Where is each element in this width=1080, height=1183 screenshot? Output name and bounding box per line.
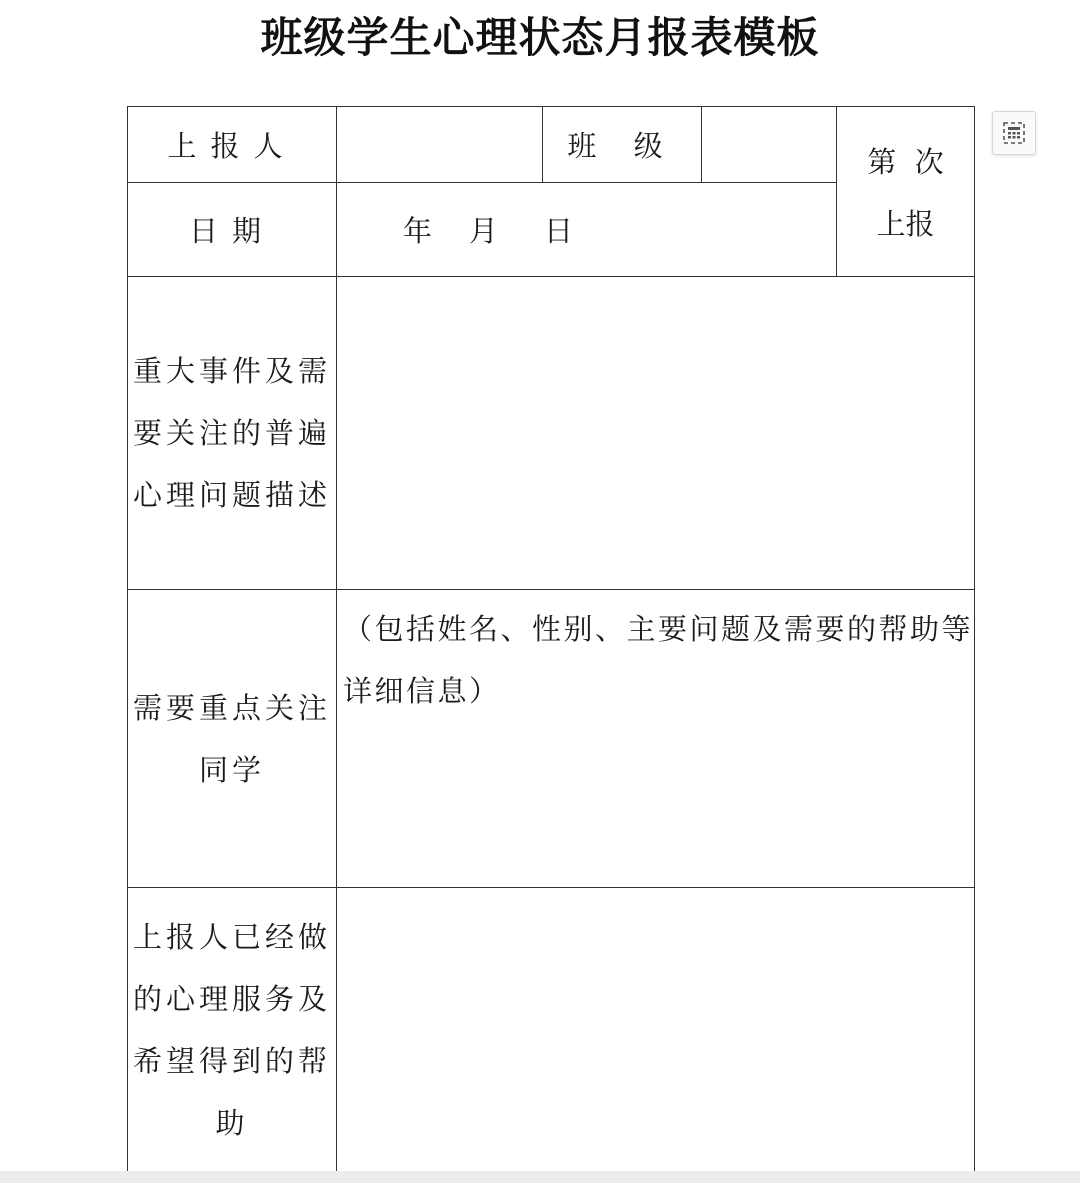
document-title: 班级学生心理状态月报表模板 [260, 13, 820, 62]
form-row-major-events [128, 277, 975, 590]
calculator-icon[interactable] [992, 111, 1036, 155]
report-count-line1: 第 次 [867, 145, 944, 179]
report-count-cell[interactable] [837, 107, 975, 277]
class-field[interactable] [702, 107, 837, 183]
reporter-label: 上报人 [128, 107, 337, 183]
bottom-scroll-strip [0, 1171, 1080, 1183]
date-label: 日期 [128, 183, 337, 277]
form-row-reporter [128, 107, 975, 183]
focus-students-label: 需要重点关注同学 [128, 590, 337, 888]
form-row-services [128, 888, 975, 1172]
calculator-icon-graphic [1001, 120, 1027, 146]
services-field[interactable] [337, 888, 975, 1172]
services-label: 上报人已经做的心理服务及希望得到的帮助 [128, 888, 337, 1172]
date-field[interactable]: 年 月 日 [337, 183, 837, 277]
report-count-line2: 上报 [876, 207, 935, 241]
focus-students-hint[interactable]: （包括姓名、性别、主要问题及需要的帮助等详细信息） [337, 590, 975, 888]
form-row-focus-students [128, 590, 975, 888]
major-events-field[interactable] [337, 277, 975, 590]
report-form-table [127, 106, 975, 1172]
major-events-label: 重大事件及需要关注的普遍心理问题描述 [128, 277, 337, 590]
reporter-field[interactable] [337, 107, 543, 183]
class-label: 班 级 [543, 107, 702, 183]
